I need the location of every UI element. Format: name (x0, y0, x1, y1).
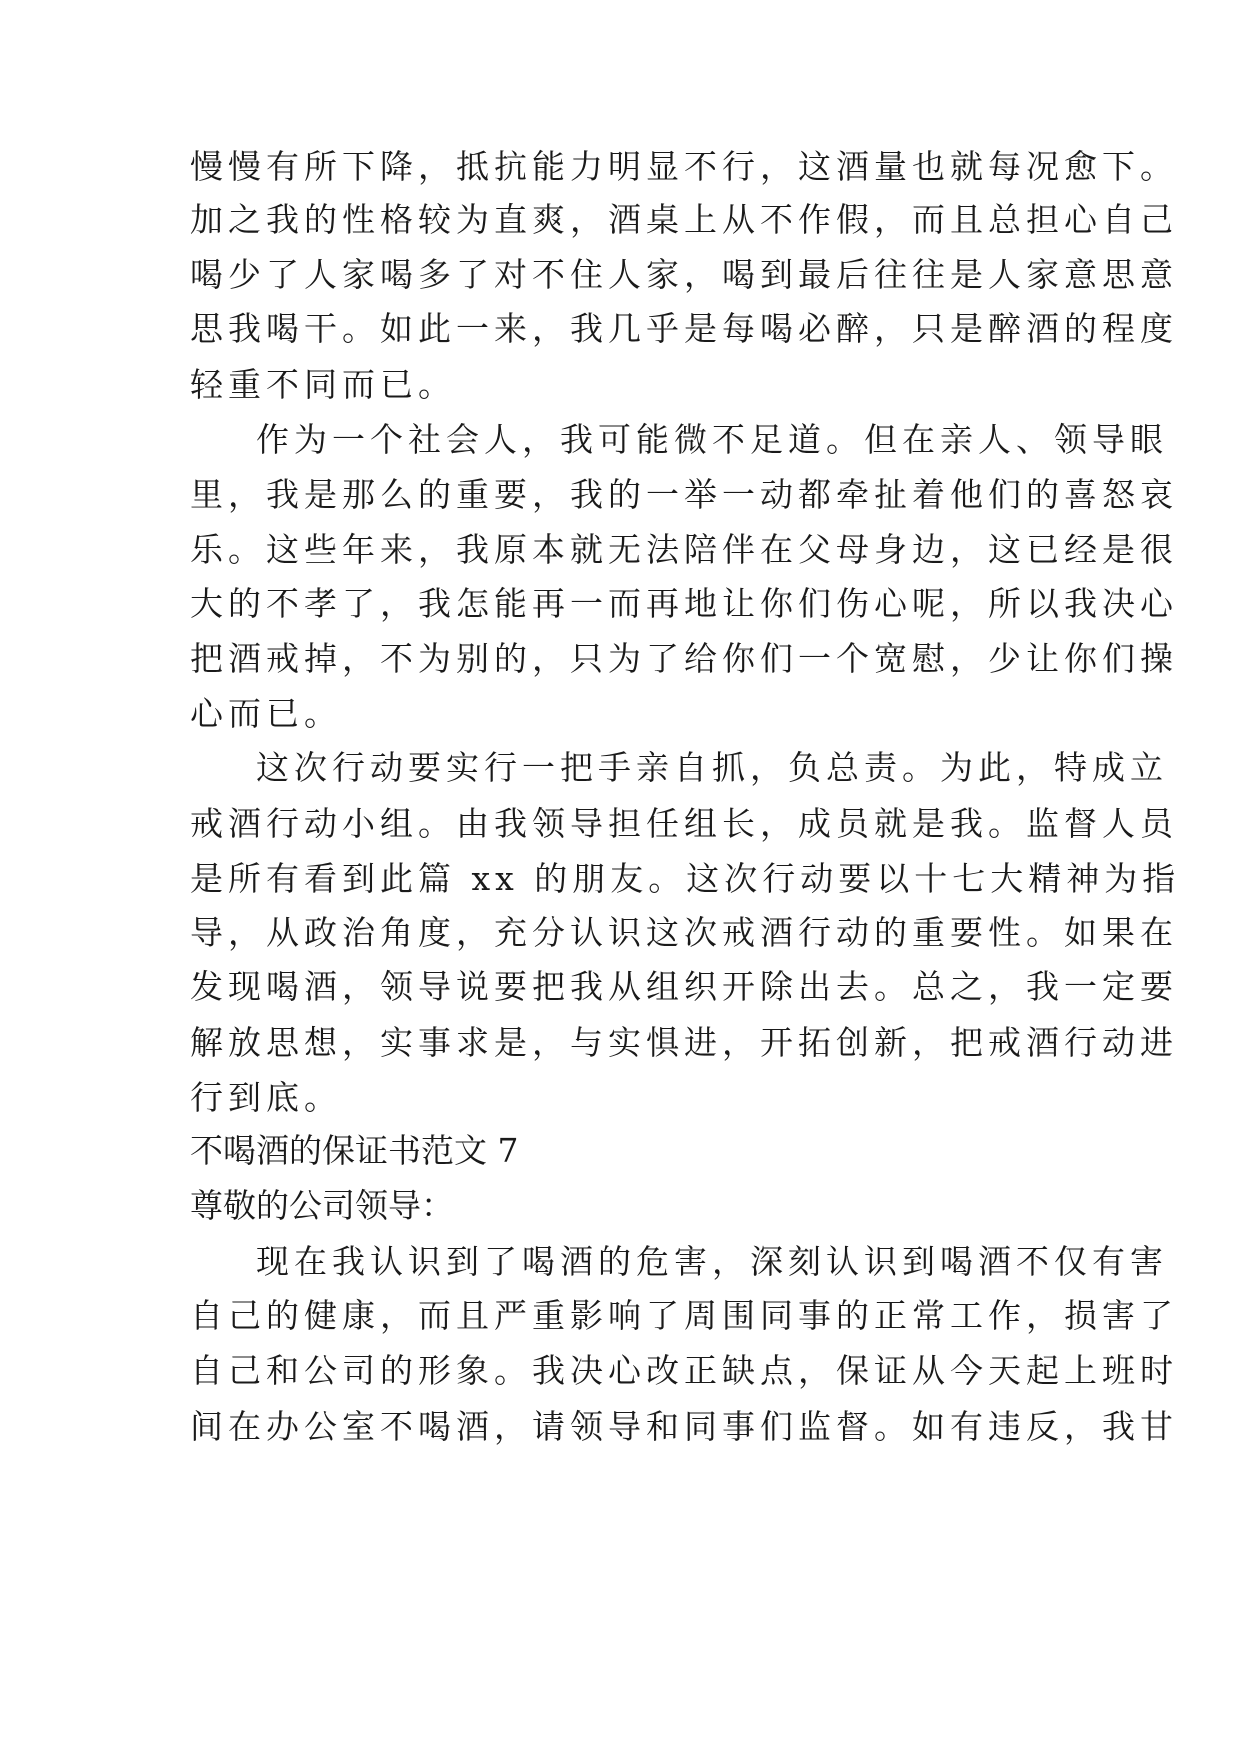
text-line: 解放思想，实事求是，与实惧进，开拓创新，把戒酒行动进 (190, 1023, 1178, 1062)
text-line: 这次行动要实行一把手亲自抓，负总责。为此，特成立 (256, 748, 1168, 787)
text-line: 心而已。 (190, 694, 342, 733)
text-line: 里，我是那么的重要，我的一举一动都牵扯着他们的喜怒哀 (190, 475, 1178, 514)
salutation: 尊敬的公司领导： (190, 1186, 454, 1225)
section-heading: 不喝酒的保证书范文 7 (190, 1131, 519, 1170)
text-line: 大的不孝了，我怎能再一而再地让你们伤心呢，所以我决心 (190, 584, 1178, 623)
text-line: 行到底。 (190, 1078, 342, 1117)
text-line: 作为一个社会人，我可能微不足道。但在亲人、领导眼 (256, 420, 1168, 459)
text-line: 把酒戒掉，不为别的，只为了给你们一个宽慰，少让你们操 (190, 639, 1178, 678)
text-line: 思我喝干。如此一来，我几乎是每喝必醉，只是醉酒的程度 (190, 309, 1178, 348)
text-line: 轻重不同而已。 (190, 365, 456, 404)
text-line: 慢慢有所下降，抵抗能力明显不行，这酒量也就每况愈下。 (190, 147, 1178, 186)
text-line: 发现喝酒，领导说要把我从组织开除出去。总之，我一定要 (190, 967, 1178, 1006)
text-line: 导，从政治角度，充分认识这次戒酒行动的重要性。如果在 (190, 913, 1178, 952)
text-line: 加之我的性格较为直爽，酒桌上从不作假，而且总担心自己 (190, 200, 1178, 239)
text-line: 现在我认识到了喝酒的危害，深刻认识到喝酒不仅有害 (256, 1242, 1168, 1281)
text-line: 乐。这些年来，我原本就无法陪伴在父母身边，这已经是很 (190, 530, 1178, 569)
text-line: 戒酒行动小组。由我领导担任组长，成员就是我。监督人员 (190, 804, 1178, 843)
text-line: 自己和公司的形象。我决心改正缺点，保证从今天起上班时 (190, 1351, 1178, 1390)
text-line: 自己的健康，而且严重影响了周围同事的正常工作，损害了 (190, 1296, 1178, 1335)
text-line: 间在办公室不喝酒，请领导和同事们监督。如有违反，我甘 (190, 1407, 1178, 1446)
text-line: 喝少了人家喝多了对不住人家，喝到最后往往是人家意思意 (190, 255, 1178, 294)
text-line: 是所有看到此篇 xx 的朋友。这次行动要以十七大精神为指 (190, 859, 1181, 898)
